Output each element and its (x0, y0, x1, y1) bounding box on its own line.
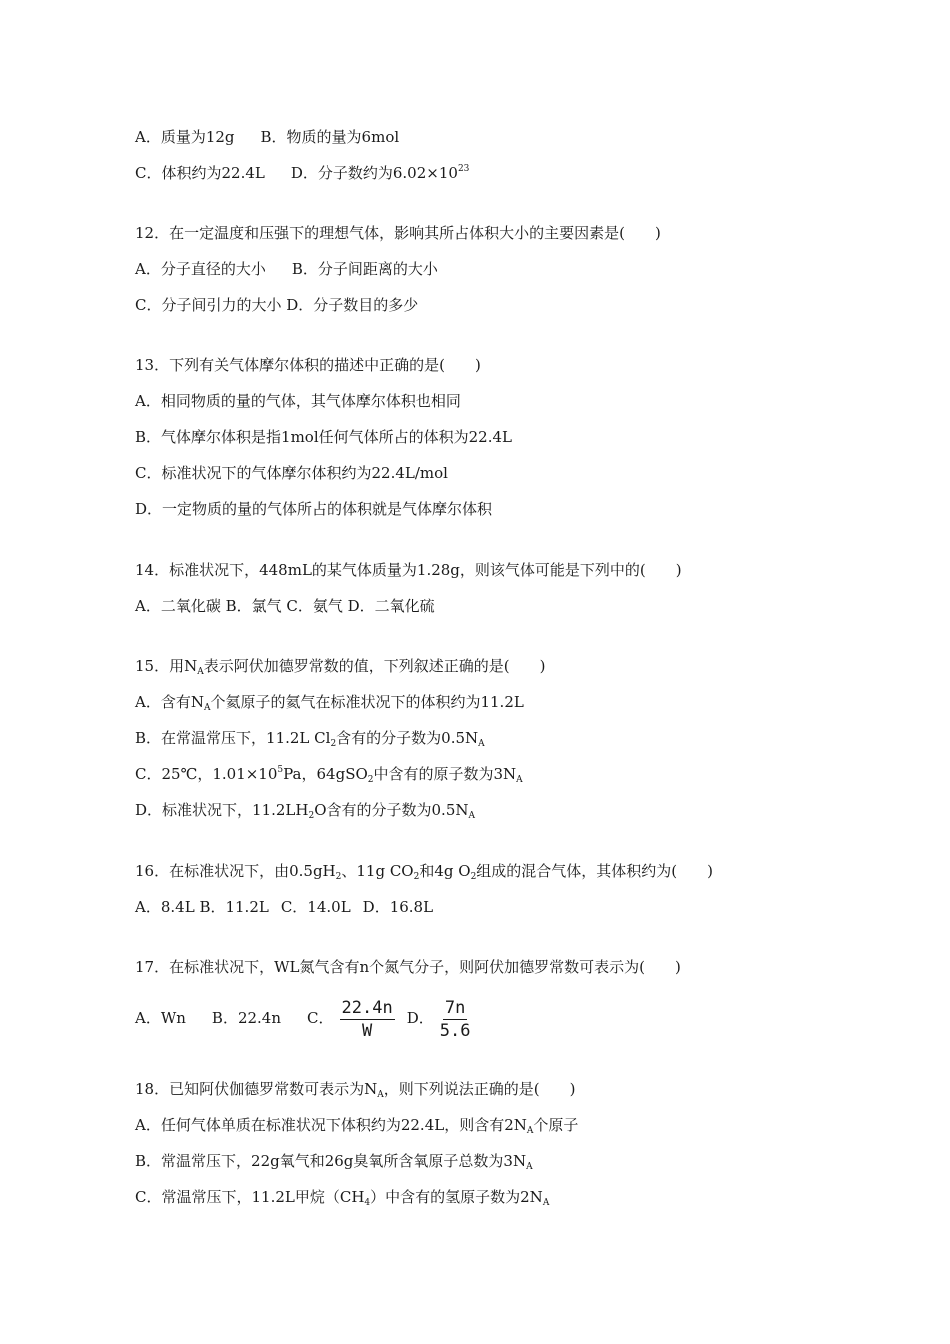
q17-option-c-fraction: $\frac{22.4n}{W}$ (341, 997, 393, 1041)
q17-option-c: C． $\frac{22.4n}{W}$ (307, 997, 393, 1041)
q16-stem: 16．在标准状况下，由$0.5gH_2$、11g $CO_2$和4g $O_2$组成的混合气体，其体积约为( ) (135, 862, 714, 882)
q12-options-ab (135, 259, 438, 279)
q17-option-b: B．22.4n (211, 1009, 282, 1027)
q12-option-c: C．分子间引力的大小 (135, 296, 282, 314)
q14-stem: 14．标准状况下，448mL的某气体质量为1.28g，则该气体可能是下列中的( ) (135, 561, 682, 579)
q17-option-d-fraction: $\frac{7n}{5.6}$ (439, 997, 471, 1041)
q13-option-c: C．标准状况下的气体摩尔体积约为22.4L/mol (135, 464, 448, 482)
q12-stem: 12．在一定温度和压强下的理想气体，影响其所占体积大小的主要因素是( ) (135, 224, 661, 242)
q13-stem: 13．下列有关气体摩尔体积的描述中正确的是( ) (135, 356, 481, 374)
q13-option-b: B．气体摩尔体积是指1mol任何气体所占的体积为22.4L (135, 428, 512, 446)
q12-option-b: B．分子间距离的大小 (291, 260, 438, 278)
q15-option-b: B．在常温常压下，11.2L $Cl_2$含有的分子数为$0.5N_A$ (135, 729, 485, 749)
q11-options-ab (135, 127, 399, 147)
q13-option-a: A．相同物质的量的气体，其气体摩尔体积也相同 (135, 392, 461, 410)
q11-option-b: B．物质的量为6mol (260, 128, 400, 146)
q16-option-a: A．8.4L (135, 898, 195, 916)
q18-option-c: C．常温常压下，11.2L甲烷$(CH_4)$中含有的氢原子数为$2N_A$ (135, 1188, 550, 1208)
q15-stem: 15．用$N_A$表示阿伏加德罗常数的值，下列叙述正确的是( ) (135, 657, 546, 677)
q17-stem: 17．在标准状况下，WL氮气含有n个氮气分子，则阿伏加德罗常数可表示为( ) (135, 958, 681, 976)
q13-option-d: D．一定物质的量的气体所占的体积就是气体摩尔体积 (135, 500, 493, 518)
q11-option-d: D．分子数约为$6.02\times 10^{23}$ (290, 164, 470, 182)
q15-option-d: D．标准状况下，$11.2LH_2O$含有的分子数为$0.5N_A$ (135, 801, 475, 821)
q11-option-c: C．体积约为22.4L (135, 164, 265, 182)
q18-option-b: B．常温常压下，22g氧气和26g臭氧所含氧原子总数为$3N_A$ (135, 1152, 533, 1172)
q15-option-a: A．含有$N_A$个氦原子的氦气在标准状况下的体积约为11.2L (135, 693, 524, 713)
q17-option-a: A．Wn (135, 1009, 186, 1027)
q16-option-c: C．14.0L (280, 898, 351, 916)
q18-stem: 18．已知阿伏伽德罗常数可表示为$N_A$，则下列说法正确的是( ) (135, 1080, 576, 1100)
q18-option-a: A．任何气体单质在标准状况下体积约为22.4L，则含有$2N_A$个原子 (135, 1116, 579, 1136)
q12-option-d: D．分子数目的多少 (286, 296, 419, 314)
q15-option-c: C．25℃，$1.01\times 10^5Pa$，64gSO$_2$中含有的原子数为$3N_A$ (135, 765, 523, 785)
q12-option-a: A．分子直径的大小 (135, 260, 266, 278)
q14-options: A．二氧化碳 B．氯气 C．氨气 D．二氧化硫 (135, 597, 435, 615)
q11-options-cd (135, 163, 469, 183)
q16-option-b: B．11.2L (199, 898, 269, 916)
q11-option-a: A．质量为12g (135, 128, 235, 146)
q12-options-cd (135, 295, 418, 315)
q16-option-d: D．16.8L (362, 898, 434, 916)
q16-options (135, 897, 433, 917)
q17-option-d: D． $\frac{7n}{5.6}$ (406, 997, 471, 1041)
q17-options (135, 996, 470, 1040)
